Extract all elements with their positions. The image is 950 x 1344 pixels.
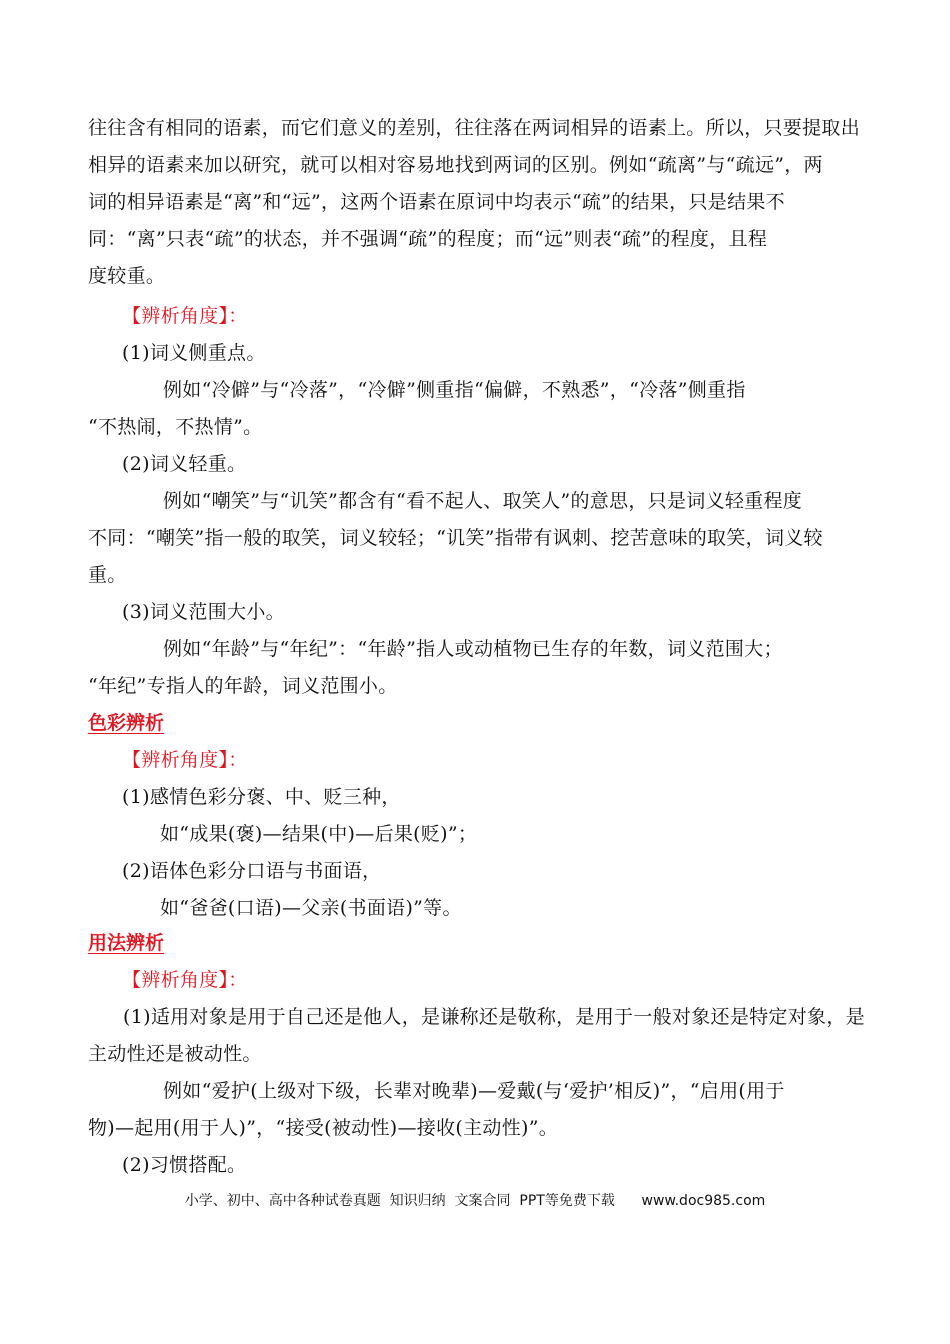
angle-label: 【辨析角度】： (122, 305, 248, 327)
example-line: 如“成果(褒)—结果(中)—后果(贬)”； (160, 823, 478, 845)
page-footer: 小学、初中、高中各种试卷真题 知识归纳 文案合同 PPT等免费下载 www.doc985.com (184, 1193, 766, 1209)
example-paragraph (88, 483, 863, 594)
text-line: 往往含有相同的语素，而它们意义的差别，往往落在两词相异的语素上。所以，只要提取出 (88, 117, 861, 139)
angle-label: 【辨析角度】： (122, 749, 248, 771)
item-title: (3)词义范围大小。 (122, 601, 285, 623)
text-line: 主动性还是被动性。 (88, 1043, 262, 1065)
item-paragraph (88, 999, 863, 1073)
item-title: (2)语体色彩分口语与书面语， (122, 860, 382, 882)
text-line: 词的相异语素是“离”和“远”，这两个语素在原词中均表示“疏”的结果，只是结果不 (88, 191, 785, 213)
text-line: 例如“冷僻”与“冷落”，“冷僻”侧重指“偏僻，不熟悉”，“冷落”侧重指 (163, 379, 746, 401)
section-heading-usage: 用法辨析 (88, 932, 165, 954)
text-line: 例如“年龄”与“年纪”：“年龄”指人或动植物已生存的年数，词义范围大； (163, 638, 783, 660)
item-title: (2)词义轻重。 (122, 453, 247, 475)
text-line: 例如“爱护(上级对下级，长辈对晚辈)—爱戴(与‘爱护’相反)”，“启用(用于 (163, 1080, 785, 1102)
text-line: “不热闹，不热情”。 (88, 416, 263, 438)
text-line: (1)适用对象是用于自己还是他人，是谦称还是敬称，是用于一般对象还是特定对象，是 (123, 1006, 865, 1028)
text-line: “年纪”专指人的年龄，词义范围小。 (88, 675, 398, 697)
example-line: 如“爸爸(口语)—父亲(书面语)”等。 (160, 897, 462, 919)
text-line: 相异的语素来加以研究，就可以相对容易地找到两词的区别。例如“疏离”与“疏远”，两 (88, 154, 823, 176)
section-heading-color: 色彩辨析 (88, 712, 165, 734)
example-paragraph (88, 1073, 863, 1147)
text-line: 重。 (88, 564, 127, 586)
angle-label: 【辨析角度】： (122, 969, 248, 991)
text-line: 例如“嘲笑”与“讥笑”都含有“看不起人、取笑人”的意思，只是词义轻重程度 (163, 490, 803, 512)
text-line: 同：“离”只表“疏”的状态，并不强调“疏”的程度；而“远”则表“疏”的程度，且程 (88, 228, 768, 250)
example-paragraph (88, 631, 863, 705)
item-title: (1)感情色彩分褒、中、贬三种， (122, 786, 401, 808)
text-line: 度较重。 (88, 265, 166, 287)
item-title: (1)词义侧重点。 (122, 342, 266, 364)
intro-paragraph (88, 110, 863, 295)
example-paragraph (88, 372, 863, 446)
text-line: 物)—起用(用于人)”，“接受(被动性)—接收(主动性)”。 (88, 1117, 559, 1139)
text-line: 不同：“嘲笑”指一般的取笑，词义较轻；“讥笑”指带有讽刺、挖苦意味的取笑，词义较 (88, 527, 823, 549)
item-title: (2)习惯搭配。 (122, 1154, 247, 1176)
